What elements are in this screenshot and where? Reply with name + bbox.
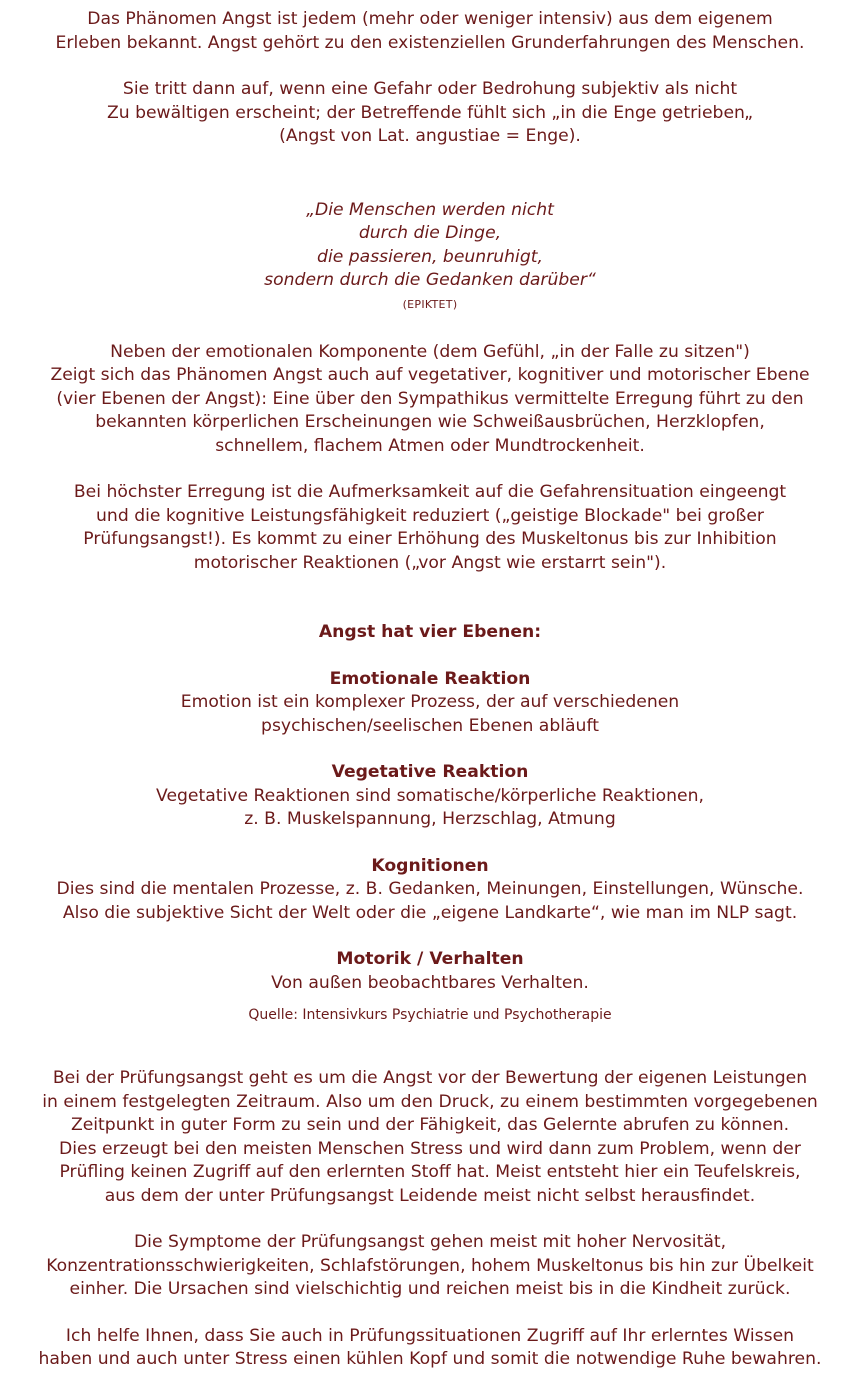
exam-paragraph-5: Bei der Prüfungsangst geht es um die Angst vor der Bewertung der eigenen Leistungen in einem festgelegten Zeitraum. Also um den Druck, zu einem bestimmten vorgegebenen Zeitpunkt in guter Form zu sein und der Fähigkeit, das Gelernte abrufen zu können. Dies erzeugt bei den meisten Menschen Stress und wird dann zum Problem, wenn der Prüfling keinen Zugriff auf den erlernten Stoff hat. Meist entsteht hier ein Teufelskreis, aus dem der unter Prüfungsangst Leidende meist nicht selbst herausfindet. bbox=[42, 1068, 818, 1206]
level-heading: Kognitionen bbox=[371, 855, 489, 876]
exam-paragraph-6: Die Symptome der Prüfungsangst gehen meist mit hoher Nervosität, Konzentrationsschwierigkeiten, Schlafstörungen, hohem Muskeltonus bis hin zur Übelkeit einher. Die Ursachen sind vielschichtig und reichen meist bis in die Kindheit zurück. bbox=[46, 1232, 814, 1299]
level-heading: Motorik / Verhalten bbox=[336, 949, 524, 969]
body-paragraph-4: Bei höchster Erregung ist die Aufmerksamkeit auf die Gefahrensituation eingeengt und die kognitive Leistungsfähigkeit reduziert („geistige Blockade" bei großer Prüfungsangst!). Es kommt zu einer Erhöhung des Muskeltonus bis zur Inhibition motorischer Reaktionen („vor Angst wie erstarrt sein"). bbox=[73, 482, 787, 573]
quote-text: „Die Menschen werden nicht durch die Dinge, die passieren, beunruhigt, sondern durch die Gedanken darüber“ bbox=[264, 199, 596, 290]
levels-title: Angst hat vier Ebenen: bbox=[318, 622, 542, 642]
level-item bbox=[0, 948, 860, 995]
level-heading: Vegetative Reaktion bbox=[331, 762, 529, 782]
exam-paragraph-7: Ich helfe Ihnen, dass Sie auch in Prüfungssituationen Zugriff auf Ihr erlerntes Wissen haben und auch unter Stress einen kühlen Kopf und somit die notwendige Ruhe bewahren. bbox=[38, 1325, 822, 1369]
level-item bbox=[0, 668, 860, 739]
quote-author: (EPIKTET) bbox=[402, 297, 458, 311]
level-item bbox=[0, 855, 860, 926]
level-text: Von außen beobachtbares Verhalten. bbox=[271, 972, 589, 993]
level-text: Vegetative Reaktionen sind somatische/körperliche Reaktionen, z. B. Muskelspannung, Herzschlag, Atmung bbox=[156, 785, 704, 829]
source-citation: Quelle: Intensivkurs Psychiatrie und Psychotherapie bbox=[248, 1007, 612, 1023]
level-heading: Emotionale Reaktion bbox=[329, 668, 531, 689]
level-text: Dies sind die mentalen Prozesse, z. B. Gedanken, Meinungen, Einstellungen, Wünsche. Also die subjektive Sicht der Welt oder die „eigene Landkarte“, wie man im NLP sagt. bbox=[56, 879, 804, 923]
intro-paragraph-1: Das Phänomen Angst ist jedem (mehr oder weniger intensiv) aus dem eigenem Erleben bekannt. Angst gehört zu den existenziellen Grunderfahrungen des Menschen. bbox=[55, 9, 805, 53]
level-item bbox=[0, 761, 860, 832]
intro-paragraph-2: Sie tritt dann auf, wenn eine Gefahr oder Bedrohung subjektiv als nicht Zu bewältigen erscheint; der Betreffende fühlt sich „in die Enge getrieben„ (Angst von Lat. angustiae = Enge). bbox=[106, 79, 754, 146]
level-text: Emotion ist ein komplexer Prozess, der auf verschiedenen psychischen/seelischen Ebenen abläuft bbox=[180, 692, 680, 736]
body-paragraph-3: Neben der emotionalen Komponente (dem Gefühl, „in der Falle zu sitzen") Zeigt sich das Phänomen Angst auch auf vegetativer, kognitiver und motorischer Ebene (vier Ebenen der Angst): Eine über den Sympathikus vermittelte Erregung führt zu den bekannten körperlichen Erscheinungen wie Schweißausbrüchen, Herzklopfen, schnellem, flachem Atmen oder Mundtrockenheit. bbox=[50, 341, 810, 456]
